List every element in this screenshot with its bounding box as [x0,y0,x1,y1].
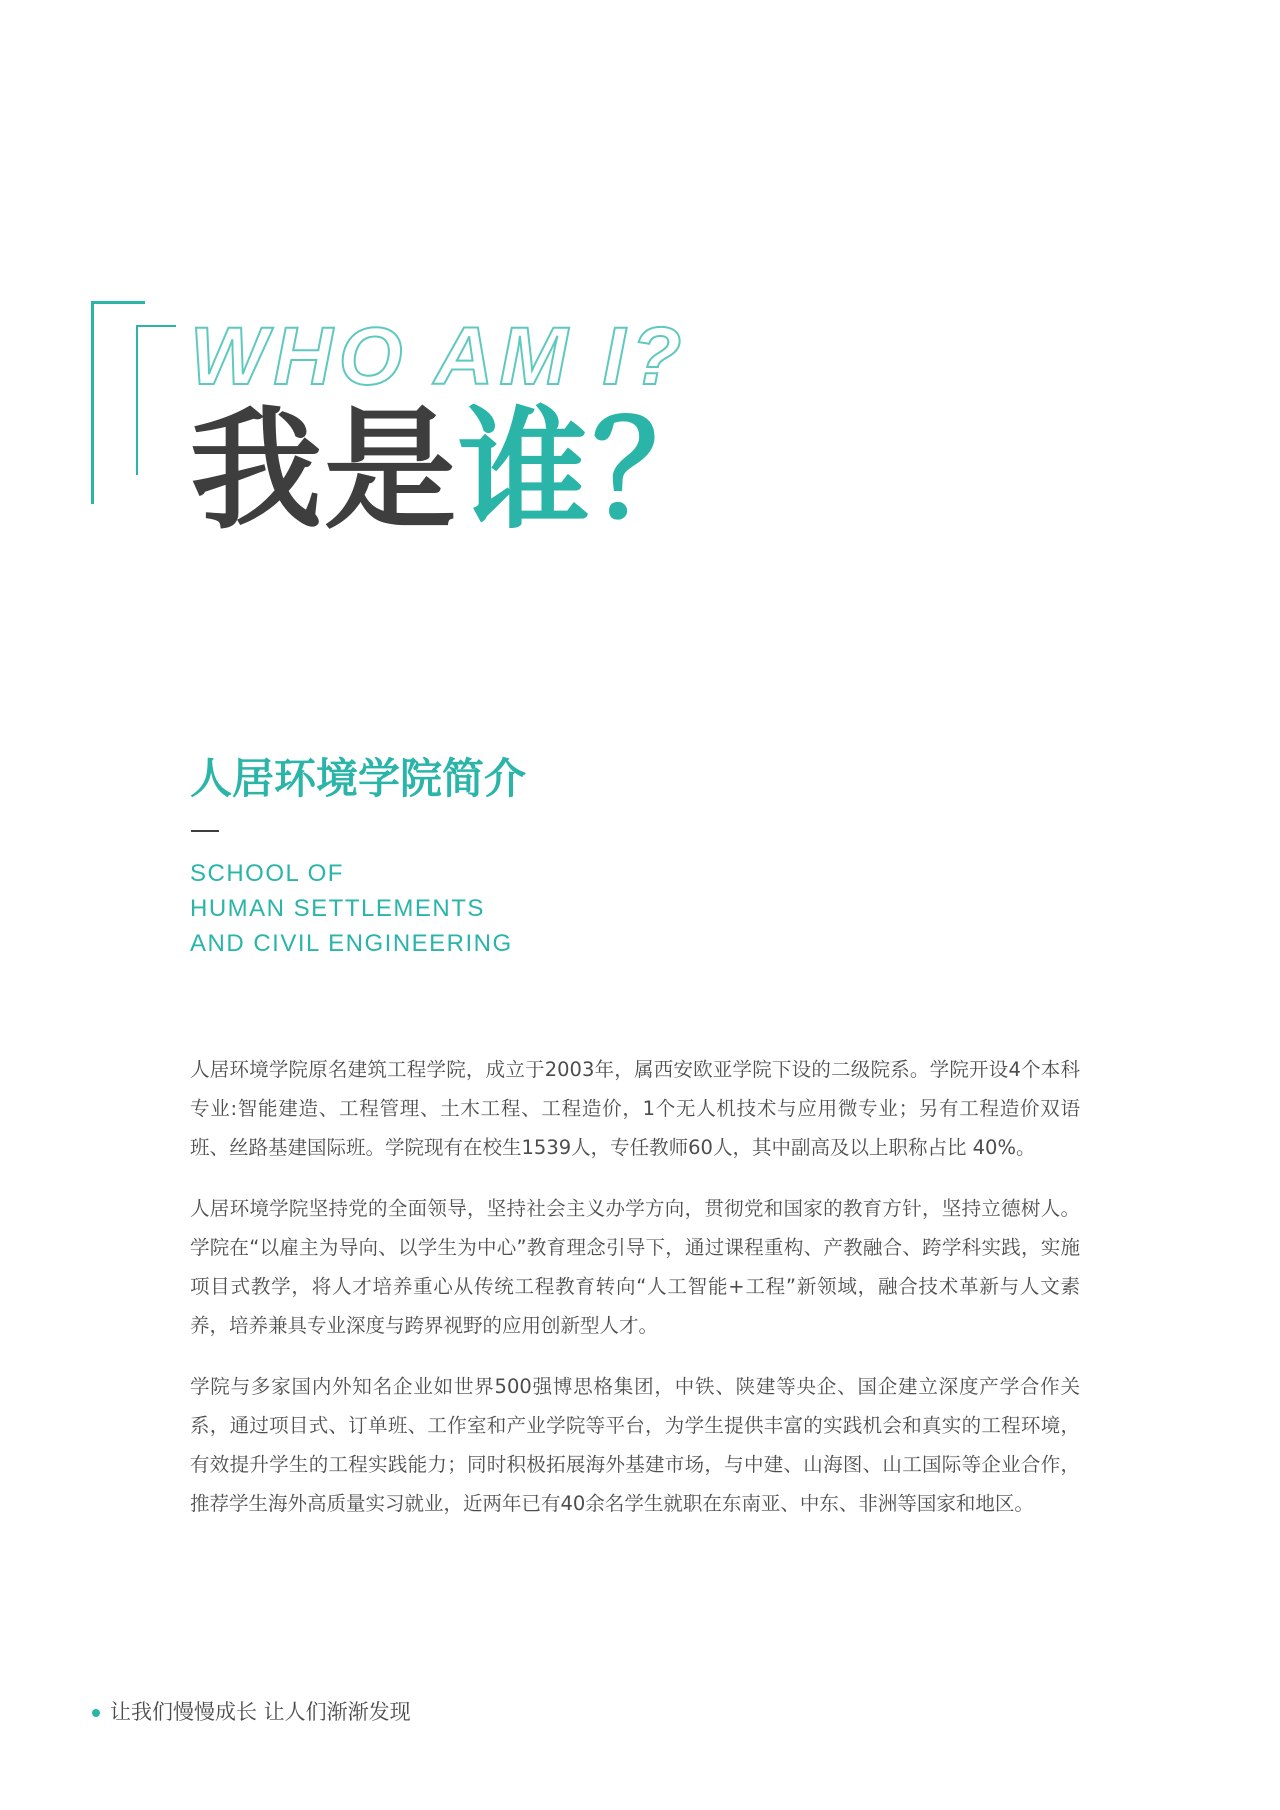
bracket-outer-horizontal [91,301,145,304]
intro-paragraph-3: 学院与多家国内外知名企业如世界500强博思格集团，中铁、陕建等央企、国企建立深度产学合作关系，通过项目式、订单班、工作室和产业学院等平台，为学生提供丰富的实践机会和真实的工程环境，有效提升学生的工程实践能力；同时积极拓展海外基建市场，与中建、山海图、山工国际等企业合作，推荐学生海外高质量实习就业，近两年已有40余名学生就职在东南亚、中东、非洲等国家和地区。 [190,1375,1080,1515]
school-name-line-1: SCHOOL OF [190,860,344,887]
intro-paragraph-1: 人居环境学院原名建筑工程学院，成立于2003年，属西安欧亚学院下设的二级院系。学院开设4个本科专业:智能建造、工程管理、土木工程、工程造价，1个无人机技术与应用微专业；另有工程造价双语班、丝路基建国际班。学院现有在校生1539人，专任教师60人，其中副高及以上职称占比 40%。 [190,1058,1080,1159]
title-divider [191,830,219,832]
bracket-inner-vertical [136,325,138,475]
bullet-dot-icon [92,1709,100,1717]
hero-title-chinese [190,394,726,548]
school-name-line-2: HUMAN SETTLEMENTS [190,895,485,922]
section-title: 人居环境学院简介 [190,754,527,803]
intro-body [190,1050,1080,1545]
bracket-outer-vertical [91,301,94,504]
hero-title-english: WHO AM I? [190,311,688,402]
hero-title-accent-part: 谁？ [458,394,726,548]
intro-paragraph-2: 人居环境学院坚持党的全面领导，坚持社会主义办学方向，贯彻党和国家的教育方针，坚持立德树人。学院在“以雇主为导向、以学生为中心”教育理念引导下，通过课程重构、产教融合、跨学科实践，实施项目式教学，将人才培养重心从传统工程教育转向“人工智能+工程”新领域，融合技术革新与人文素养，培养兼具专业深度与跨界视野的应用创新型人才。 [190,1197,1080,1337]
school-english-name [190,856,513,961]
page-footer [92,1702,411,1723]
bracket-inner-horizontal [136,325,176,327]
footer-slogan: 让我们慢慢成长 让人们渐渐发现 [110,1700,411,1724]
hero-title-dark-part: 我是 [190,394,458,548]
school-name-line-3: AND CIVIL ENGINEERING [190,930,513,957]
